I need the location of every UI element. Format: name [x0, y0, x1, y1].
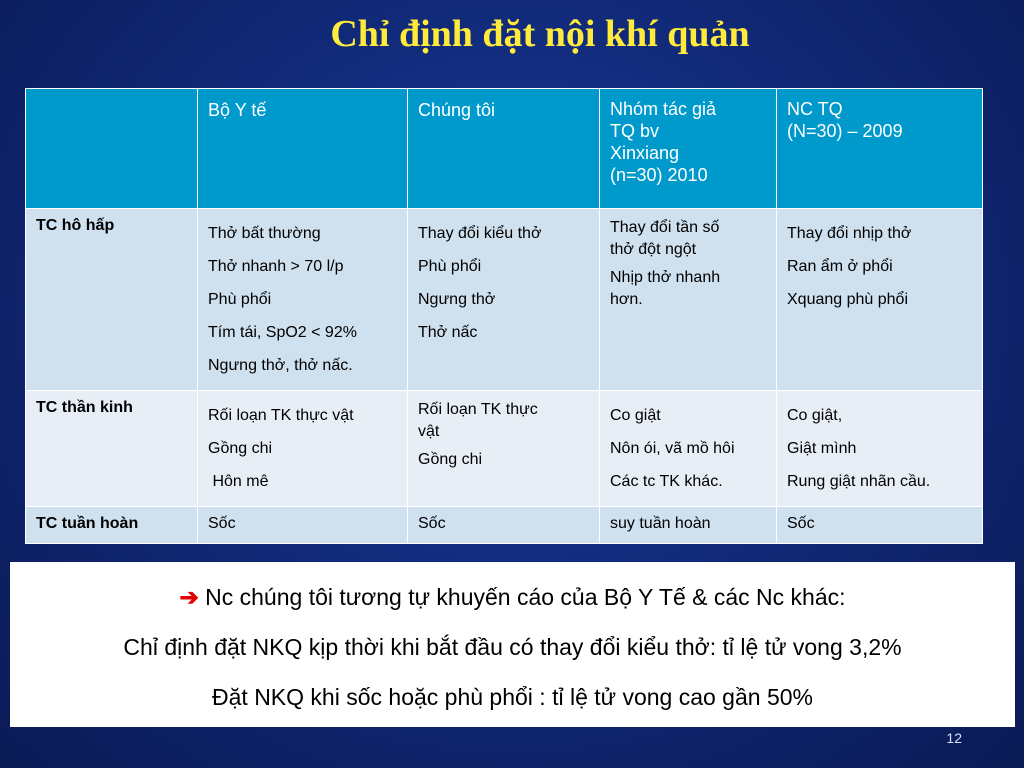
table-cell: Sốc — [408, 507, 600, 544]
table-cell: Rối loạn TK thực vật Gồng chi — [408, 391, 600, 507]
header-cell-moh: Bộ Y tế — [198, 89, 408, 209]
table-row — [26, 209, 983, 391]
table-row — [26, 391, 983, 507]
table-cell: Thay đổi nhịp thở Ran ẩm ở phổi Xquang phù phổi — [777, 209, 983, 391]
header-cell-nc-tq: NC TQ (N=30) – 2009 — [777, 89, 983, 209]
page-number: 12 — [946, 730, 962, 746]
table-cell: Co giật Nôn ói, vã mồ hôi Các tc TK khác. — [600, 391, 777, 507]
indication-table — [25, 88, 983, 544]
row-label-circulatory: TC tuần hoàn — [26, 507, 198, 544]
slide-title: Chỉ định đặt nội khí quản — [330, 13, 750, 55]
table-cell: Rối loạn TK thực vật Gồng chi Hôn mê — [198, 391, 408, 507]
table-row — [26, 507, 983, 544]
table-cell: Thay đổi tần số thở đột ngột Nhịp thở nhanh hơn. — [600, 209, 777, 391]
row-label-respiratory: TC hô hấp — [26, 209, 198, 391]
right-arrow-icon: ➔ — [179, 584, 199, 610]
table-cell: Thay đổi kiểu thở Phù phổi Ngưng thở Thở nấc — [408, 209, 600, 391]
header-cell-empty — [26, 89, 198, 209]
header-cell-our-study: Chúng tôi — [408, 89, 600, 209]
conclusion-box — [10, 562, 1015, 727]
table-cell: Sốc — [198, 507, 408, 544]
table-cell: Co giật, Giật mình Rung giật nhãn cầu. — [777, 391, 983, 507]
conclusion-line-3: Đặt NKQ khi sốc hoặc phù phổi : tỉ lệ tử vong cao gần 50% — [212, 684, 813, 710]
row-label-neurologic: TC thần kinh — [26, 391, 198, 507]
table-cell: Sốc — [777, 507, 983, 544]
conclusion-line-2: Chỉ định đặt NKQ kịp thời khi bắt đầu có thay đổi kiểu thở: tỉ lệ tử vong 3,2% — [123, 634, 902, 660]
table-cell: Thở bất thường Thở nhanh > 70 l/p Phù phổi Tím tái, SpO2 < 92% Ngưng thở, thở nấc. — [198, 209, 408, 391]
table-header-row — [26, 89, 983, 209]
header-cell-xinxiang: Nhóm tác giả TQ bv Xinxiang (n=30) 2010 — [600, 89, 777, 209]
table-cell: suy tuần hoàn — [600, 507, 777, 544]
conclusion-line-1: ➔ Nc chúng tôi tương tự khuyến cáo của Bộ Y Tế & các Nc khác: — [179, 584, 846, 610]
